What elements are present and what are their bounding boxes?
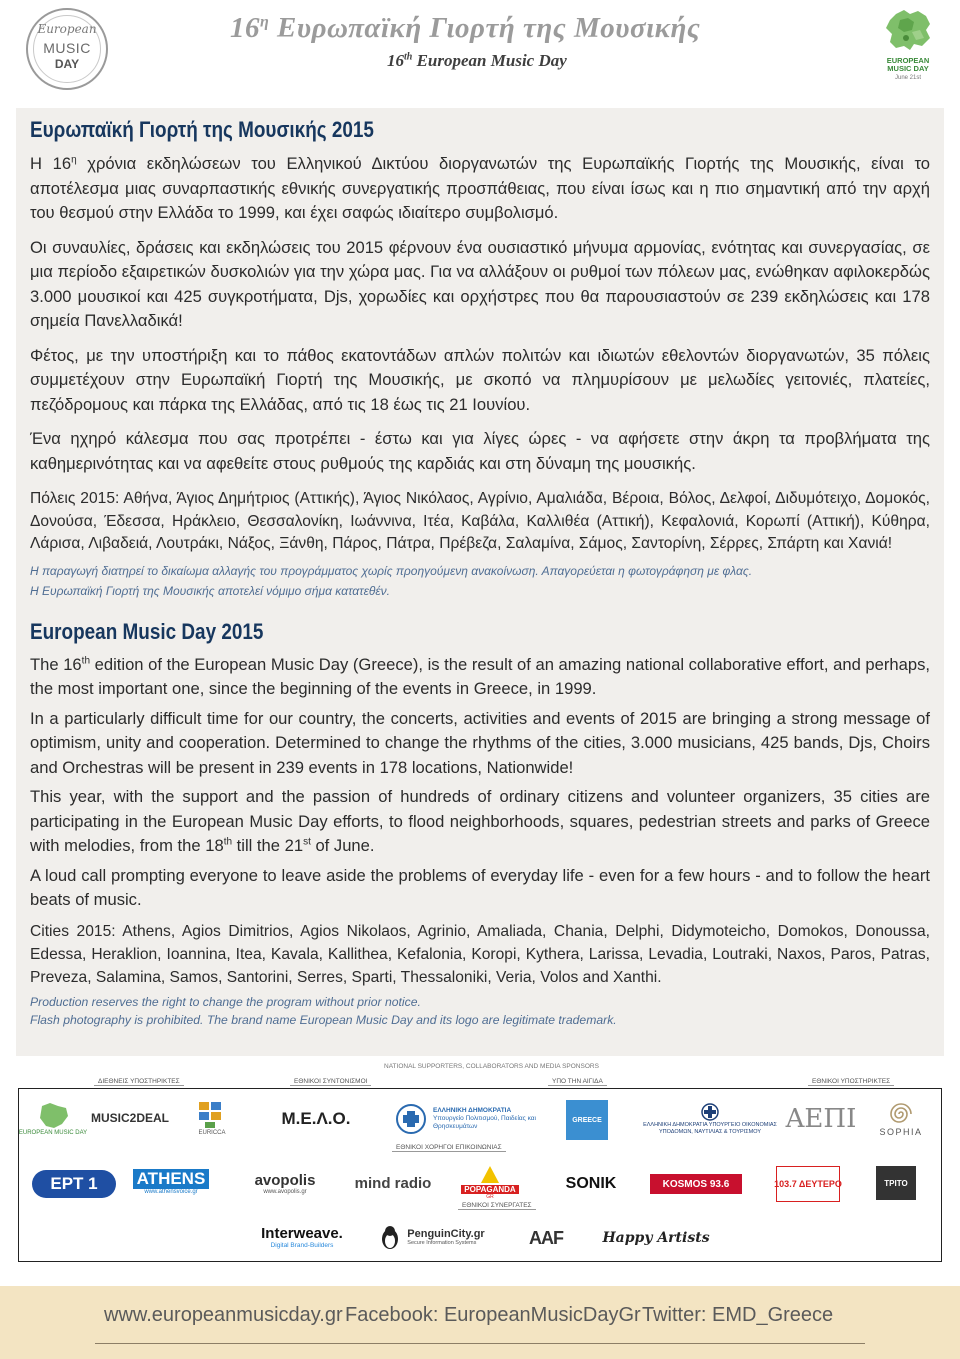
logo-aaf: AAF	[529, 1227, 563, 1248]
logo-ministry-economy: ΕΛΛΗΝΙΚΗ ΔΗΜΟΚΡΑΤΙΑ ΥΠΟΥΡΓΕΙΟ ΟΙΚΟΝΟΜΙΑΣ ΥΠΟΔΟΜΩΝ, ΝΑΥΤΙΛΙΑΣ & ΤΟΥΡΙΣΜΟΥ	[640, 1094, 780, 1144]
sponsors-block	[18, 1076, 942, 1262]
greek-paragraph-1: Η $16^\eta$ χρόνια εκδηλώσεων του Ελληνικού Δικτύου διοργανωτών της Ευρωπαϊκής Γιορτής της Μουσικής, είναι το αποτέλεσμα μιας συναρπαστικής εθνικής συνεργατικής προσπάθειας, που είναι ίσως και η πιο σημαντική από την αρχή του θεσμού στην Ελλάδα το 1999, και έχει σαφώς ιδιαίτερο συμβολισμό.	[30, 154, 930, 222]
category-national-partners: ΕΘΝΙΚΟΙ ΣΥΝΕΡΓΑΤΕΣ	[458, 1202, 536, 1210]
logo-happy-artists: Happy Artists	[602, 1230, 710, 1246]
greek-note-2: Η Ευρωπαϊκή Γιορτή της Μουσικής αποτελεί νόμιμο σήμα κατατεθέν.	[30, 583, 391, 598]
greek-note-1: Η παραγωγή διατηρεί το δικαίωμα αλλαγής του προγράμματος χωρίς προηγούμενη ανακοίνωση. Απαγορεύεται η φωτογράφηση με φλας.	[30, 563, 753, 578]
logo-ert1: ΕΡΤ 1	[32, 1170, 116, 1198]
europe-map-icon	[36, 1102, 70, 1130]
european-music-day-logo: European MUSIC DAY	[26, 8, 108, 90]
logo-interweave: Interweave. Digital Brand-Builders	[261, 1225, 343, 1249]
logo-trito: ΤΡΙΤΟ	[876, 1166, 916, 1200]
category-national-supporters: ΕΘΝΙΚΟΙ ΥΠΟΣΤΗΡΙΚΤΕΣ	[808, 1078, 894, 1086]
page-header	[0, 0, 960, 92]
logo-european-music-day: EUROPEAN MUSIC DAY	[28, 1094, 78, 1144]
english-heading: European Music Day 2015	[30, 618, 264, 644]
cube-icon	[195, 1100, 229, 1130]
page-footer	[0, 1286, 960, 1359]
category-media-sponsors: ΕΘΝΙΚΟΙ ΧΟΡΗΓΟΙ ΕΠΙΚΟΙΝΩΝΙΑΣ	[392, 1144, 506, 1152]
english-cities: Cities 2015: Athens, Agios Dimitrios, Agios Nikolaos, Agrinio, Amaliada, Chania, Delphi, Didymoteicho, Domokos, Donoussa, Edessa, Heraklion, Ioannina, Itea, Kavala, Kallithea, Kefalonia, Koropi, Kythera, Larissa, Levadia, Loutraki, Naxos, Paros, Patras, Preveza, Salamina, Samos, Santorini, Serres, Sparti, Thessaloniki, Veria, Volos and Xanthi.	[30, 922, 930, 987]
logo-sonik: SONIK	[565, 1175, 617, 1192]
english-note-1: Production reserves the right to change the program without prior notice.	[30, 995, 421, 1010]
category-under-auspices: ΥΠΟ ΤΗΝ ΑΙΓΙΔΑ	[548, 1078, 607, 1086]
category-international-supporters: ΔΙΕΘΝΕΙΣ ΥΠΟΣΤΗΡΙΚΤΕΣ	[94, 1078, 184, 1086]
english-paragraph-3: This year, with the support and the passion of hundreds of ordinary citizens and volunteer organizers, 35 cities are participating in the European Music Day efforts, to flood neighborhoods, squares, pedestrian streets and parks of Greece with melodies, from the 18th till the 21st of June.	[30, 787, 930, 855]
penguin-icon	[377, 1224, 403, 1250]
greek-emblem-icon	[700, 1102, 720, 1122]
logo-music2deal: MUSIC2DEAL	[90, 1111, 169, 1125]
english-paragraph-1: The 16th edition of the European Music Day (Greece), is the result of an amazing national collaborative effort, and perhaps, the most important one, since the beginning of the events in Greece, in 1999.	[30, 654, 931, 698]
logo-mind-radio: mind radio	[354, 1174, 432, 1192]
greek-paragraph-3: Φέτος, με την υποστήριξη και το πάθος εκατοντάδων απλών πολιτών και ιδιωτών εθελοντών διοργανωτών, 35 πόλεις συμμετέχουν στην Ευρωπαϊκή Γιορτή της Μουσικής, με σκοπό να πλημυρίσουν με μελωδίες γειτονιές, πλατείες, πεζόδρομους και πάρκα της Ελλάδας, από τις 18 έως τις 21 Ιουνίου.	[30, 345, 930, 414]
logo-athens-voice: ATHENS www.athensvoice.gr	[132, 1164, 210, 1200]
logo-greece-tourism: GREECE	[566, 1100, 608, 1140]
footer-twitter-link[interactable]: Twitter: EMD_Greece	[642, 1304, 834, 1326]
greek-paragraph-4: Ένα ηχηρό κάλεσμα που σας προτρέπει - έστω και για λίγες ώρες - να αφήσετε στην άκρη τα προβλήματα της καθημερινότητας και να αφεθείτε στους ρυθμούς της καρδιάς και στη δύναμη της μουσικής.	[30, 429, 930, 473]
logo-deftero: 103.7 ΔΕΥΤΕΡΟ	[776, 1166, 840, 1202]
header-title-greek: $16^\eta$ Ευρωπαϊκή Γιορτή της Μουσικής	[230, 12, 701, 44]
header-title-english: 16th European Music Day	[387, 51, 567, 70]
popaganda-drop-icon	[479, 1165, 501, 1185]
english-paragraph-2: In a particularly difficult time for our country, the concerts, activities and events of 2015 are bringing a strong message of optimism, unity and cooperation. Determined to change the rhythms of the cities, 3.000 musicians, 425 bands, Djs, Choirs and Orchestras will be present in 239 events in 178 locations, Nationwide!	[30, 708, 930, 777]
logo-melo: M.E.Λ.Ο.	[281, 1109, 351, 1128]
press-release	[30, 108, 930, 1029]
sponsors-heading: NATIONAL SUPPORTERS, COLLABORATORS AND MEDIA SPONSORS	[384, 1063, 599, 1070]
english-paragraph-4: A loud call prompting everyone to leave aside the problems of everyday life - even for a few hours - and to follow the heart beats of music.	[30, 865, 930, 909]
english-note-2: Flash photography is prohibited. The brand name European Music Day and its logo are legitimate trademark.	[30, 1012, 617, 1027]
footer-rule	[95, 1343, 865, 1344]
footer-facebook-link[interactable]: Facebook: EuropeanMusicDayGr	[345, 1304, 641, 1326]
greek-paragraph-2: Οι συναυλίες, δράσεις και εκδηλώσεις του 2015 φέρνουν ένα ουσιαστικό μήνυμα αρμονίας, ενότητας και συνεργασίας, σε μια περίοδο εξαιρετικών δυσκολιών για την χώρα μας. Για να αλλάξουν οι ρυθμοί των πόλεων μας, ενώθηκαν αφιλοκερδώς 3.000 μουσικοί και 425 συγκροτήματα, Djs, χορωδίες και ορχήστρες που θα παρουσιαστούν σε 239 εκδηλώσεις και 178 σημεία Πανελλαδικά!	[30, 237, 930, 330]
logo-sophia: SOPHIA	[868, 1094, 934, 1144]
logo-penguincity: PenguinCity.gr Secure Information Systems	[364, 1220, 498, 1254]
logo-avopolis: avopolis www.avopolis.gr	[254, 1171, 316, 1195]
footer-website-link[interactable]: www.europeanmusicday.gr	[104, 1304, 343, 1326]
european-map-logo: EUROPEAN MUSIC DAY June 21st	[876, 6, 940, 88]
spiral-icon	[888, 1101, 914, 1127]
logo-kosmos: KOSMOS 93.6	[650, 1174, 742, 1194]
logo-euricca: EURICCA	[184, 1096, 240, 1140]
europe-map-icon	[882, 8, 934, 54]
logo-ministry-culture: ΕΛΛΗΝΙΚΗ ΔΗΜΟΚΡΑΤΙΑ Υπουργείο Πολιτισμού, Παιδείας και Θρησκευμάτων	[384, 1094, 564, 1144]
category-national-coordinators: ΕΘΝΙΚΟΙ ΣΥΝΤΟΝΙΣΜΟΙ	[290, 1078, 371, 1086]
logo-popaganda: POPAGANDA GR	[452, 1162, 528, 1202]
greek-cities: Πόλεις 2015: Αθήνα, Άγιος Δημήτριος (Αττικής), Άγιος Νικόλαος, Αγρίνιο, Αμαλιάδα, Βέροια, Βόλος, Δελφοί, Διδυμότειχο, Δομοκός, Δονούσα, Έδεσσα, Ηράκλειο, Θεσσαλονίκη, Ιωάννινα, Ιτέα, Καβάλα, Καλλιθέα (Αττική), Κεφαλονιά, Κορωπί (Αττική), Κύθηρα, Λάρισα, Λιβαδειά, Λουτράκι, Νάξος, Ξάνθη, Πάρος, Πάτρα, Πρέβεζα, Σαλαμίνα, Σάμος, Σαντορίνη, Σέρρες, Σπάρτη και Χανιά!	[30, 490, 930, 552]
greek-emblem-icon	[395, 1103, 427, 1135]
logo-aepi: ΑΕΠΙ	[785, 1104, 857, 1134]
greek-heading: Ευρωπαϊκή Γιορτή της Μουσικής 2015	[30, 117, 374, 142]
